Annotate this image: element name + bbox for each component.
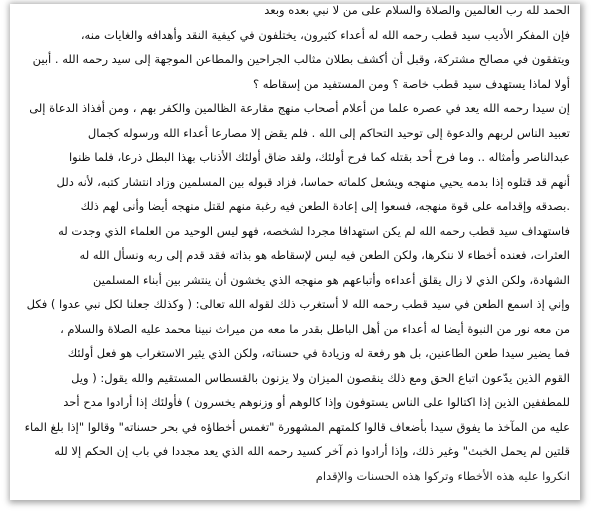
text-line: انكروا عليه هذه الأخطاء وتركوا هذه الحسنات والإقدام bbox=[315, 468, 570, 483]
text-line: إن سيدا رحمه الله يعد في عصره علما من أعلام أصحاب منهج مقارعة الظالمين والكفر بهم ، ومن أفذاذ الدعاة إلى bbox=[29, 101, 570, 115]
document-page bbox=[10, 4, 580, 500]
paragraph-third bbox=[20, 219, 570, 489]
text-line: قلتين لم يحمل الخبث" وغير ذلك، وإذا أرادوا ذم آخر كسيد رحمه الله الذي يعد مجددا في باب إن الحكم إلا لله bbox=[54, 444, 570, 458]
text-line: الشهادة، ولكن الذي لا زال يقلق أعداءه وأتباعهم هو منهجه الذي يخشون أن ينتشر بين أبناء المسلمين bbox=[93, 272, 570, 287]
text-line: فاستهداف سيد قطب رحمه الله لم يكن استهدافا مجردا لشخصه، فهو ليس الوحيد من العلماء الذي وجدت له bbox=[58, 223, 570, 238]
text-line: فما يضير سيدا طعن الطاعنين، بل هو رفعة له وزيادة في حسناته، ولكن الذي يثير الاستغراب هو فعل أولئك bbox=[67, 346, 570, 360]
paragraph-intro bbox=[20, 4, 570, 96]
text-line: أنهم قد قتلوه إذا بدمه يحيي منهجه ويشعل كلماته حماسا، فزاد قبوله بين المسلمين وزاد انتشار كتبه، لأنه دلل bbox=[56, 174, 570, 189]
text-line: .بصدقه وإقدامه على قوة منهجه، فسعوا إلى إعادة الطعن فيه رغبة منهم لقتل منهجه أيضا وأنى لهم ذلك bbox=[80, 199, 570, 213]
text-line: ويتفقون في مصالح مشتركة، وقبل أن أكشف بطلان مثالب الجراحين والمطاعن الموجهة إلى سيد رحمه الله . أبين bbox=[32, 52, 570, 66]
text-line: الحمد لله رب العالمين والصلاة والسلام على من لا نبي بعده وبعد bbox=[264, 4, 570, 17]
text-line: للمطففين الذين إذا اكتالوا على الناس يستوفون وإذا كالوهم أو وزنوهم يخسرون ) فأولئك إذا أرادوا مدح أحد bbox=[63, 395, 570, 409]
text-line: العثرات، فعنده أخطاء لا ننكرها، ولكن الطعن فيه ليس لإسقاطه هو بذاته فقد قدم إلى ربه ونسأل الله له bbox=[79, 248, 570, 262]
paragraph-second bbox=[20, 96, 570, 219]
text-line: عبدالناصر وأمثاله .. وما فرح أحد بقتله كما فرح أولئك، ولقد ضاق أولئك الأذناب بهذا البطل ذرعا، فلما ظنوا bbox=[68, 150, 570, 164]
text-line: عليه من المآخذ ما يفوق سيدا بأضعاف قالوا كلمتهم المشهورة "تغمس أخطاؤه في بحر حسناته" وقالوا "إذا بلغ الماء bbox=[24, 419, 570, 434]
text-line: تعبيد الناس لربهم والدعوة إلى توحيد التحاكم إلى الله . فلم يقض إلا مصارعا أعداء الله ورسوله كجمال bbox=[87, 125, 570, 140]
text-line: وإني إذ اسمع الطعن في سيد قطب رحمه الله لا أستغرب ذلك لقوله الله تعالى: ( وكذلك جعلنا لكل نبي عدوا ) فكل bbox=[26, 297, 570, 311]
text-line: فإن المفكر الأديب سيد قطب رحمه الله له أعداء كثيرون، يختلفون في كيفية النقد وأهدافه والغايات منه، bbox=[80, 27, 570, 42]
document-body bbox=[20, 4, 570, 488]
text-line: أولا لماذا يستهدف سيد قطب خاصة ؟ ومن المستفيد من إسقاطه ؟ bbox=[252, 76, 570, 91]
text-line: من معه نور من النبوة أيضا له أعداء من أهل الباطل بقدر ما معه من ميراث نبينا محمد عليه الصلاة والسلام ، bbox=[60, 321, 570, 336]
text-line: القوم الذين يدّعون اتباع الحق ومع ذلك ينقصون الميزان ولا يزنون بالقسطاس المستقيم والله يقول: ( ويل bbox=[71, 370, 570, 385]
